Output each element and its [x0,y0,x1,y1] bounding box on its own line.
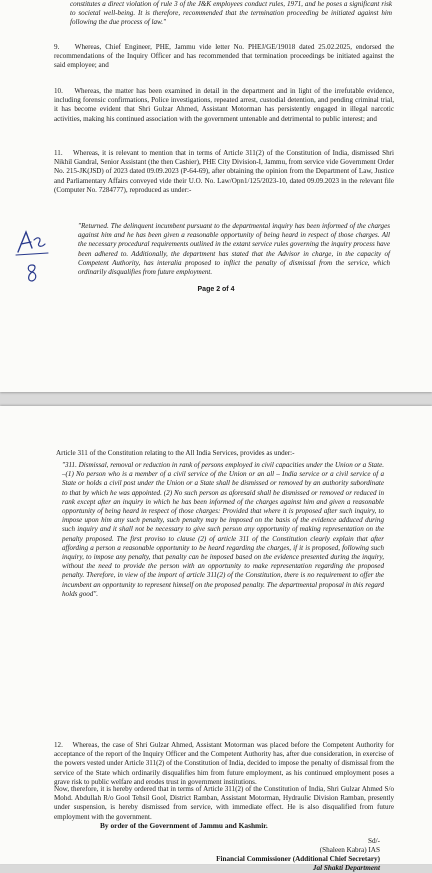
signatory-name: (Shaleen Kabra) IAS [319,846,380,854]
document-page-2 [0,0,432,392]
document-page-3 [0,406,432,872]
page-number: Page 2 of 4 [197,286,235,293]
paragraph-12: 12. Whereas, the case of Shri Gulzar Ahmed, Assistant Motorman was placed before the Competent Authority for acceptance of the report of the Inquiry Officer and the Competent Authority has, after due consideration, in exercise of the powers vested under Article 311(2) of the Constitution of India, decided to impose the penalty of dismissal from the service of the State which ordinarily disqualifies him from future employment, as his continued employment poses a grave risk to public welfare and erodes trust in government institutions. [54,741,394,786]
dismissal-order-paragraph: Now, therefore, it is hereby ordered that in terms of Article 311(2) of the Constitution of India, Shri Gulzar Ahmed S/o Mohd. Abdullah R/o Gool Tehsil Gool, District Ramban, Assistant Motorman, Hydraulic Division Ramban, presently under suspension, is hereby dismissed from service, with immediate effect. He is also disqualified from future employment with the government. [54,785,394,821]
paragraph-10: 10. Whereas, the matter has been examined in detail in the department and in light of the irrefutable evidence, including forensic confirmations, Police investigations, repeated arrest, custodial detention, and pending criminal trial, it has become evident that Shri Gulzar Ahmed, Assistant Motorman has persistently engaged in illegal narcotic activities, making his continued association with the government untenable and detrimental to public interest; and [54,87,394,123]
article-311-intro: Article 311 of the Constitution relating to the All India Services, provides as under:- [56,449,295,457]
handwritten-initial-mark [24,262,40,284]
quoted-recommendation: constitutes a direct violation of rule 3 of the J&K employees conduct rules, 1971, and he poses a significant risk to societal well-being. It is therefore, recommended that the termination proceeding be initiated against him following the due process of law." [70,0,392,27]
by-order-line: By order of the Government of Jammu and Kashmir. [100,821,268,830]
paragraph-9: 9. Whereas, Chief Engineer, PHE, Jammu vide letter No. PHEJ/GE/19018 dated 25.02.2025, endorsed the recommendations of the Inquiry Officer and has recommended that termination proceedings be initiated against the said employee; and [54,43,394,70]
article-311-quote: "311. Dismissal, removal or reduction in rank of persons employed in civil capacities under the Union or a State. –(1) No person who is a member of a civil service of the Union or an all – India service or a civil service of a State or holds a civil post under the Union or a State shall be dismissed or removed by an authority subordinate to that by which he was appointed. (2) No such person as aforesaid shall be dismissed or removed or reduced in rank except after an inquiry in which he has been informed of the charges against him and given a reasonable opportunity of being heard in respect of those charges: Provided that where it is proposed after such inquiry, to impose upon him any such penalty, such penalty may be imposed on the basis of the evidence adduced during such inquiry and it shall not be necessary to give such person any opportunity of making representation on the penalty proposed. The first proviso to clause (2) of article 311 of the Constitution clearly explain that after affording a person a reasonable opportunity to be heard regarding the charges, if it is proposed, following such inquiry, to impose any penalty, that penalty can be imposed based on the evidence presented during the inquiry, without the need to provide the person with an opportunity to make representation regarding the proposed penalty. Therefore, in view of the import of article 311(2) of the Constitution, there is no requirement to offer the incumbent an opportunity to represent himself on the proposed penalty. The departmental proposal in this regard holds good". [62,461,384,598]
law-department-opinion-quote: "Returned. The delinquent incumbent pursuant to the departmental inquiry has been informed of the charges against him and he has been given a reasonable opportunity of being heard in respect of those charges. All the necessary procedural requirements outlined in the extant service rules governing the inquiry process have been adhered to. Additionally, the department has stated that the Advisor in charge, in the capacity of Competent Authority, has interalia proposed to inflict the penalty of dismissal from the service, which ordinarily disqualifies from future employment. [78,222,390,277]
signature-sd: Sd/- [368,837,380,845]
handwritten-margin-mark [12,226,52,258]
signatory-title: Financial Commissioner (Additional Chief Secretary) [216,855,380,863]
signatory-department: Jal Shakti Department [312,864,380,872]
paragraph-11: 11. Whereas, it is relevant to mention that in terms of Article 311(2) of the Constitution of India, dismissed Shri Nikhil Gandral, Senior Assistant (the then Cashier), PHE City Division-I, Jammu, from service vide Government Order No. 215-JK(JSD) of 2023 dated 09.09.2023 (P-64-69), after obtaining the opinion from the Department of Law, Justice and Parliamentary Affairs conveyed vide their U.O. No. Law/Opn1/125/2023-10, dated 09.09.2023 in the relevant file (Computer No. 7284777), reproduced as under:- [54,149,394,194]
